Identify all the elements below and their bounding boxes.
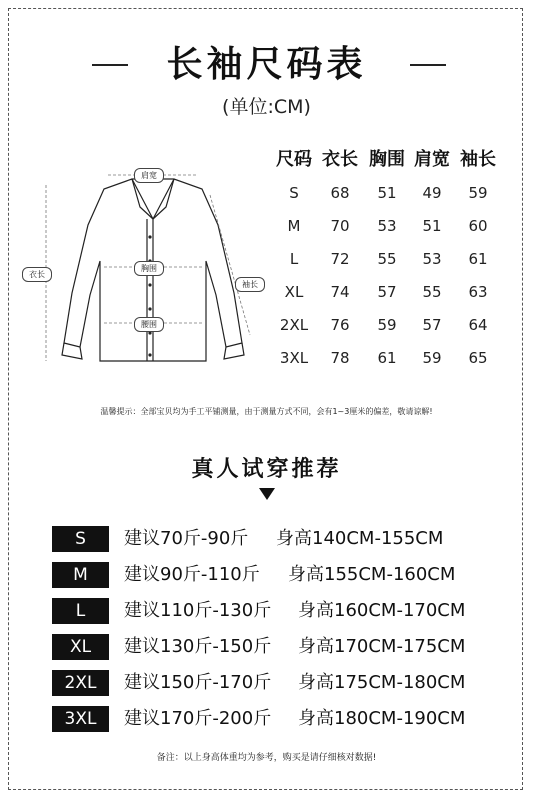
measurement-tip: 温馨提示：全部宝贝均为手工平铺测量，由于测量方式不同，会有1~3厘米的偏差，敬请谅解! [100, 407, 433, 416]
table-cell: 57 [422, 315, 442, 334]
table-cell: 61 [468, 249, 488, 268]
table-cell: 51 [422, 216, 442, 235]
height-range: 身高175CM-180CM [298, 672, 466, 693]
table-row [272, 275, 502, 308]
table-cell: 2XL [279, 315, 309, 334]
down-arrow-icon [259, 488, 275, 500]
recommend-title: 真人试穿推荐 [191, 457, 342, 482]
weight-range: 建议90斤-110斤 [124, 564, 260, 585]
table-cell: 72 [330, 249, 350, 268]
size-badge: 2XL [52, 670, 109, 696]
table-cell: 60 [468, 216, 488, 235]
size-badge: S [52, 526, 109, 552]
table-header-row [272, 140, 502, 176]
weight-range: 建议170斤-200斤 [124, 708, 272, 729]
table-cell: 70 [330, 216, 350, 235]
table-cell: L [289, 249, 299, 268]
title-dash-right [410, 64, 446, 66]
table-cell: 59 [377, 315, 397, 334]
table-cell: 53 [377, 216, 397, 235]
table-cell: XL [284, 282, 304, 301]
waist-label: 腰围 [134, 317, 164, 332]
table-row [272, 308, 502, 341]
table-cell: 49 [422, 183, 442, 202]
table-cell: S [289, 183, 299, 202]
size-badge: 3XL [52, 706, 109, 732]
table-cell: 74 [330, 282, 350, 301]
weight-range: 建议70斤-90斤 [124, 528, 249, 549]
table-header: 肩宽 [414, 149, 450, 170]
table-row [272, 242, 502, 275]
table-cell: 55 [422, 282, 442, 301]
weight-range: 建议130斤-150斤 [124, 636, 272, 657]
shirt-diagram [20, 165, 270, 375]
weight-range: 建议150斤-170斤 [124, 672, 272, 693]
table-cell: 61 [377, 348, 397, 367]
page-title: 长袖尺码表 [166, 44, 367, 85]
table-cell: 65 [468, 348, 488, 367]
table-cell: 68 [330, 183, 350, 202]
unit-label: (单位:CM) [222, 96, 311, 118]
table-cell: 57 [377, 282, 397, 301]
table-cell: 76 [330, 315, 350, 334]
length-label: 衣长 [22, 267, 52, 282]
title-row [0, 40, 533, 90]
size-table [272, 140, 502, 374]
height-range: 身高160CM-170CM [298, 600, 466, 621]
chest-label: 胸围 [134, 261, 164, 276]
table-row [272, 176, 502, 209]
height-range: 身高140CM-155CM [276, 528, 444, 549]
size-badge: XL [52, 634, 109, 660]
table-header: 衣长 [322, 149, 358, 170]
table-header: 尺码 [276, 149, 312, 170]
table-header: 袖长 [460, 149, 496, 170]
table-cell: 59 [422, 348, 442, 367]
table-cell: 53 [422, 249, 442, 268]
size-badge: L [52, 598, 109, 624]
table-cell: 64 [468, 315, 488, 334]
table-header: 胸围 [369, 149, 405, 170]
table-cell: 59 [468, 183, 488, 202]
size-badge: M [52, 562, 109, 588]
table-cell: 3XL [279, 348, 309, 367]
sleeve-label: 袖长 [235, 277, 265, 292]
table-row [272, 209, 502, 242]
weight-range: 建议110斤-130斤 [124, 600, 272, 621]
table-cell: 55 [377, 249, 397, 268]
table-cell: 51 [377, 183, 397, 202]
height-range: 身高170CM-175CM [298, 636, 466, 657]
title-dash-left [92, 64, 128, 66]
table-cell: 78 [330, 348, 350, 367]
table-row [272, 341, 502, 374]
footer-note: 备注：以上身高体重均为参考，购买是请仔细核对数据! [156, 753, 377, 763]
height-range: 身高155CM-160CM [288, 564, 456, 585]
height-range: 身高180CM-190CM [298, 708, 466, 729]
shoulder-label: 肩宽 [134, 168, 164, 183]
table-cell: 63 [468, 282, 488, 301]
table-cell: M [287, 216, 301, 235]
